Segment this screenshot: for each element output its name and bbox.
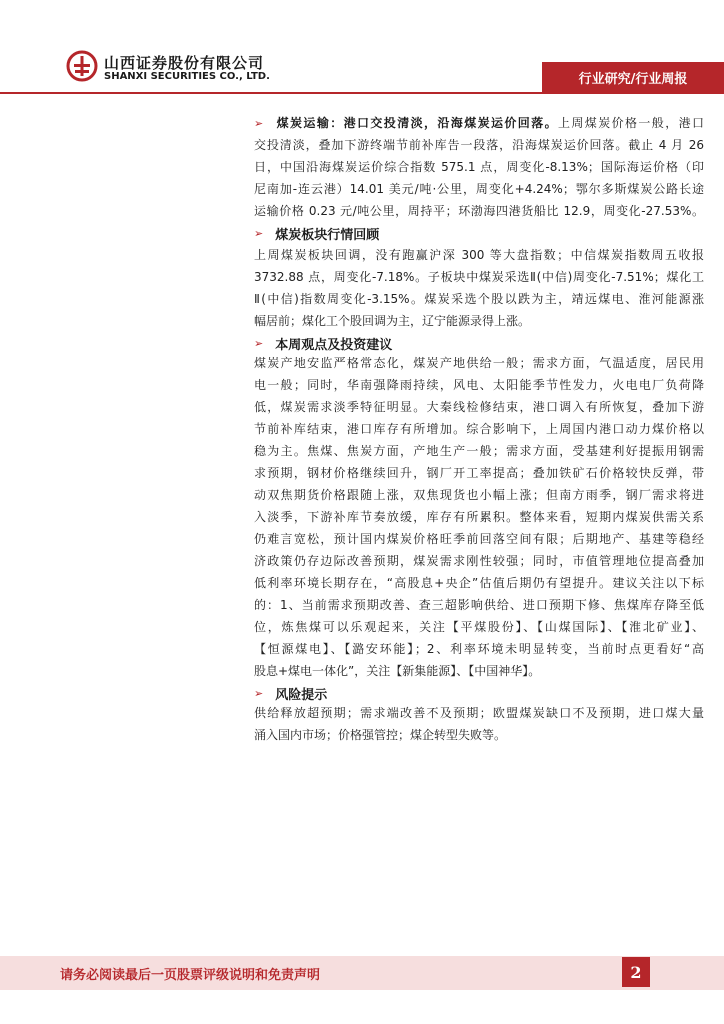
bullet-arrow-icon: ➢ xyxy=(254,687,264,700)
market-line-1: 上周煤炭板块回调，没有跑赢沪深 300 等大盘指数；中信煤炭指数周五收报 xyxy=(254,248,704,262)
view-line-3: 低，煤炭需求淡季特征明显。大秦线检修结束，港口调入有所恢复，叠加下游 xyxy=(254,400,704,414)
company-name-cn: 山西证券股份有限公司 xyxy=(104,54,265,72)
view-line-12: 的：1、当前需求预期改善、查三超影响供给、进口预期下修、焦煤库存降至低 xyxy=(254,598,704,612)
view-line-7: 动双焦期货价格跟随上涨，双焦现货也小幅上涨；但南方雨季，钢厂需求将进 xyxy=(254,488,704,502)
bullet-arrow-icon: ➢ xyxy=(254,117,264,130)
header-divider xyxy=(0,92,724,94)
risk-title: 风险提示 xyxy=(275,688,328,703)
view-line-8: 入淡季，下游补库节奏放缓，库存有所累积。整体来看，短期内煤炭供需关系 xyxy=(254,510,704,524)
company-name-en: SHANXI SECURITIES CO., LTD. xyxy=(104,71,270,82)
bullet-arrow-icon: ➢ xyxy=(254,227,264,240)
report-type-badge: 行业研究/行业周报 xyxy=(542,62,724,92)
market-line-4: 幅居前；煤化工个股回调为主，辽宁能源录得上涨。 xyxy=(254,314,531,328)
risk-line-1: 供给释放超预期；需求端改善不及预期；欧盟煤炭缺口不及预期，进口煤大量 xyxy=(254,706,704,720)
transport-line-0-rest: 上周煤炭价格一般，港口 xyxy=(558,116,704,130)
transport-line-0 xyxy=(254,112,704,134)
view-line-15: 股息+煤电一体化”，关注【新集能源】、【中国神华】。 xyxy=(254,664,541,678)
market-title: 煤炭板块行情回顾 xyxy=(275,228,380,243)
company-logo-icon xyxy=(66,50,98,82)
view-line-6: 求预期，钢材价格继续回升，钢厂开工率提高；叠加铁矿石价格较快反弹，带 xyxy=(254,466,704,480)
transport-line-1: 交投清淡，叠加下游终端节前补库告一段落，沿海煤炭运价回落。截止 4 月 26 xyxy=(254,138,704,152)
section-heading-market xyxy=(254,224,379,243)
risk-line-2: 涌入国内市场；价格强管控；煤企转型失败等。 xyxy=(254,728,507,742)
disclaimer-note: 请务必阅读最后一页股票评级说明和免责声明 xyxy=(60,968,321,983)
page-header xyxy=(0,0,724,100)
market-line-2: 3732.88 点，周变化-7.18%。子板块中煤炭采选Ⅱ(中信)周变化-7.51%；煤化工 xyxy=(254,270,704,284)
view-line-9: 仍难言宽松，预计国内煤炭价格旺季前回落空间有限；后期地产、基建等稳经 xyxy=(254,532,704,546)
market-line-3: Ⅱ(中信)指数周变化-3.15%。煤炭采选个股以跌为主，靖远煤电、淮河能源涨 xyxy=(254,292,704,306)
transport-lead: 煤炭运输：港口交投清淡，沿海煤炭运价回落。 xyxy=(275,116,558,130)
view-line-1: 煤炭产地安监严格常态化，煤炭产地供给一般；需求方面，气温适度，居民用 xyxy=(254,356,704,370)
view-line-13: 位，炼焦煤可以乐观起来，关注【平煤股份】、【山煤国际】、【淮北矿业】、 xyxy=(254,620,704,634)
transport-line-2: 日，中国沿海煤炭运价综合指数 575.1 点，周变化-8.13%；国际海运价格（印 xyxy=(254,160,704,174)
view-line-4: 节前补库结束，港口库存有所增加。综合影响下，上周国内港口动力煤价格以 xyxy=(254,422,704,436)
view-line-14: 【恒源煤电】、【潞安环能】；2、利率环境未明显转变，当前时点更看好“高 xyxy=(254,642,704,656)
view-line-10: 济政策仍存边际改善预期，煤炭需求刚性较强；同时，市值管理地位提高叠加 xyxy=(254,554,704,568)
page-number: 2 xyxy=(622,957,650,987)
view-line-2: 电一般；同时，华南强降雨持续，风电、太阳能季节性发力，火电电厂负荷降 xyxy=(254,378,704,392)
view-line-5: 稳为主。焦煤、焦炭方面，产地生产一般；需求方面，受基建利好提振用钢需 xyxy=(254,444,704,458)
view-line-11: 低利率环境长期存在，“高股息+央企”估值后期仍有望提升。建议关注以下标 xyxy=(254,576,704,590)
section-heading-view xyxy=(254,334,392,353)
transport-line-3: 尼南加-连云港）14.01 美元/吨·公里，周变化+4.24%；鄂尔多斯煤炭公路长途 xyxy=(254,182,704,196)
transport-line-4: 运输价格 0.23 元/吨公里，周持平；环渤海四港货船比 12.9，周变化-27.53%。 xyxy=(254,204,704,218)
section-heading-risk xyxy=(254,684,327,703)
bullet-arrow-icon: ➢ xyxy=(254,337,264,350)
view-title: 本周观点及投资建议 xyxy=(275,338,393,353)
